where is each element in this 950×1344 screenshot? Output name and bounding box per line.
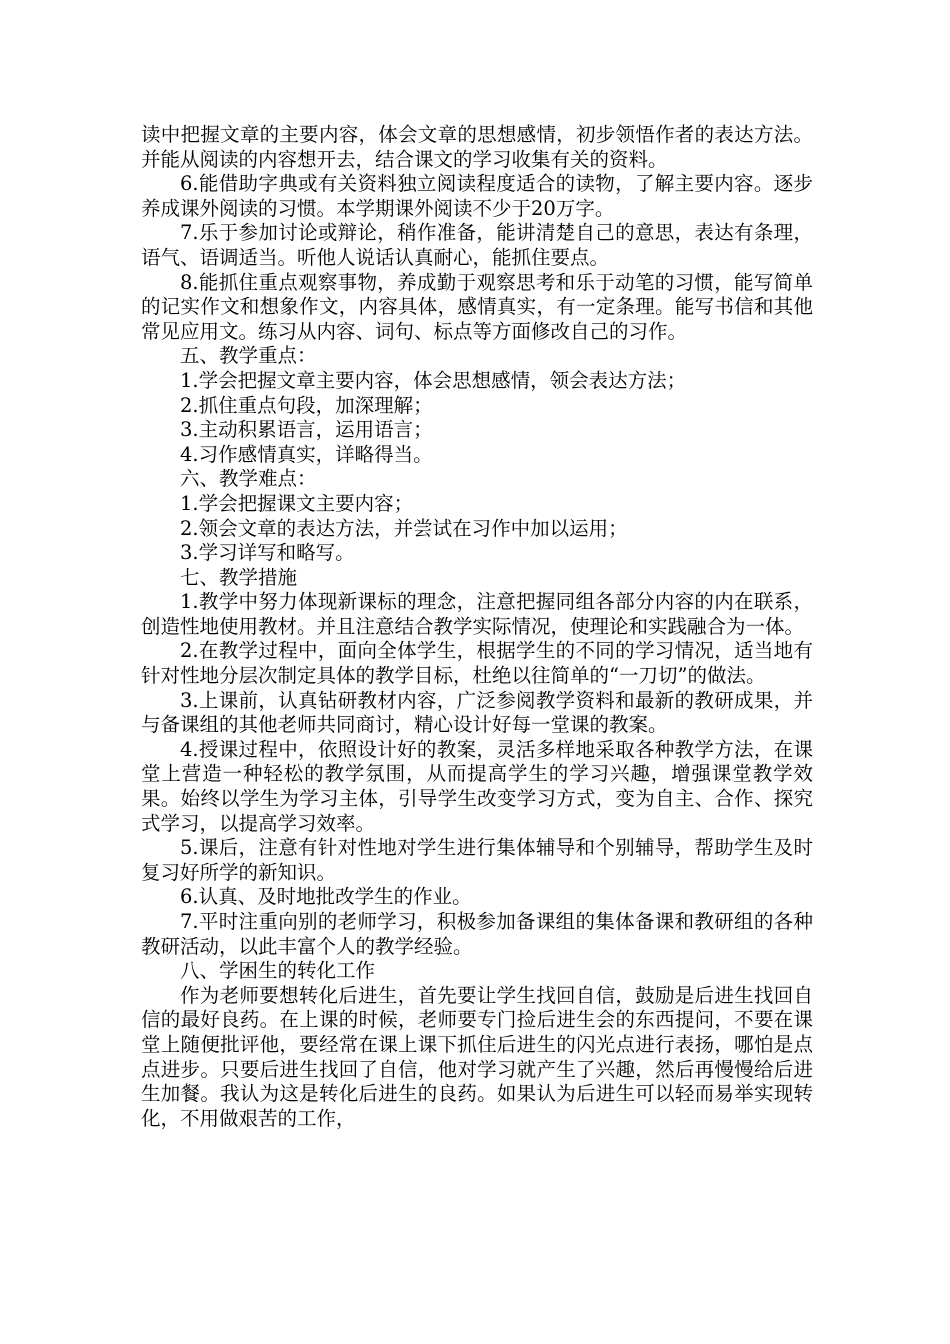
paragraph: 作为老师要想转化后进生，首先要让学生找回自信，鼓励是后进生找回自信的最好良药。在上课的时候，老师要专门捡后进生会的东西提问，不要在课堂上随便批评他，要经常在课上课下抓住后进生的闪光点进行表扬，哪怕是点点进步。只要后进生找回了自信，他对学习就产生了兴趣，然后再慢慢给后进生加餐。我认为这是转化后进生的良药。如果认为后进生可以轻而易举实现转化，不用做艰苦的工作， [141,983,813,1130]
paragraph: 3.主动积累语言，运用语言； [180,418,433,442]
paragraph: 五、教学重点： [180,344,317,368]
paragraph: 六、教学难点： [180,467,317,491]
paragraph: 七、教学措施 [180,565,298,589]
document-page [141,123,813,1131]
paragraph: 2.领会文章的表达方法，并尝试在习作中加以运用； [180,516,628,540]
paragraph: 6.认真、及时地批改学生的作业。 [180,885,472,909]
paragraph: 7.平时注重向别的老师学习，积极参加备课组的集体备课和教研组的各种教研活动，以此丰富个人的教学经验。 [141,910,813,958]
paragraph: 4.习作感情真实，详略得当。 [180,442,433,466]
paragraph: 2.在教学过程中，面向全体学生，根据学生的不同的学习情况，适当地有针对性地分层次制定具体的教学目标，杜绝以往简单的“一刀切”的做法。 [141,639,813,688]
paragraph: 4.授课过程中，依照设计好的教案，灵活多样地采取各种教学方法，在课堂上营造一种轻松的教学氛围，从而提高学生的学习兴趣，增强课堂教学效果。始终以学生为学习主体，引导学生改变学习方式，变为自主、合作、探究式学习，以提高学习效率。 [141,737,813,835]
paragraph: 5.课后，注意有针对性地对学生进行集体辅导和个别辅导，帮助学生及时复习好所学的新知识。 [141,836,813,884]
paragraph: 3.学习详写和略写。 [180,541,355,565]
paragraph: 3.上课前，认真钻研教材内容，广泛参阅教学资料和最新的教研成果，并与备课组的其他老师共同商讨，精心设计好每一堂课的教案。 [141,688,813,737]
paragraph: 读中把握文章的主要内容，体会文章的思想感情，初步领悟作者的表达方法。并能从阅读的内容想开去，结合课文的学习收集有关的资料。 [141,123,813,171]
paragraph: 8.能抓住重点观察事物，养成勤于观察思考和乐于动笔的习惯，能写简单的记实作文和想象作文，内容具体，感情真实，有一定条理。能写书信和其他常见应用文。练习从内容、词句、标点等方面修改自己的习作。 [141,270,813,343]
paragraph: 2.抓住重点句段，加深理解； [180,393,433,417]
paragraph: 6.能借助字典或有关资料独立阅读程度适合的读物，了解主要内容。逐步养成课外阅读的习惯。本学期课外阅读不少于20万字。 [141,172,813,220]
paragraph: 八、学困生的转化工作 [180,959,376,983]
paragraph: 1.教学中努力体现新课标的理念，注意把握同组各部分内容的内在联系，创造性地使用教材。并且注意结合教学实际情况，使理论和实践融合为一体。 [141,590,813,638]
paragraph: 7.乐于参加讨论或辩论，稍作准备，能讲清楚自己的意思，表达有条理，语气、语调适当。听他人说话认真耐心，能抓住要点。 [141,221,813,269]
paragraph: 1.学会把握课文主要内容； [180,491,414,515]
paragraph: 1.学会把握文章主要内容，体会思想感情，领会表达方法； [180,368,687,392]
